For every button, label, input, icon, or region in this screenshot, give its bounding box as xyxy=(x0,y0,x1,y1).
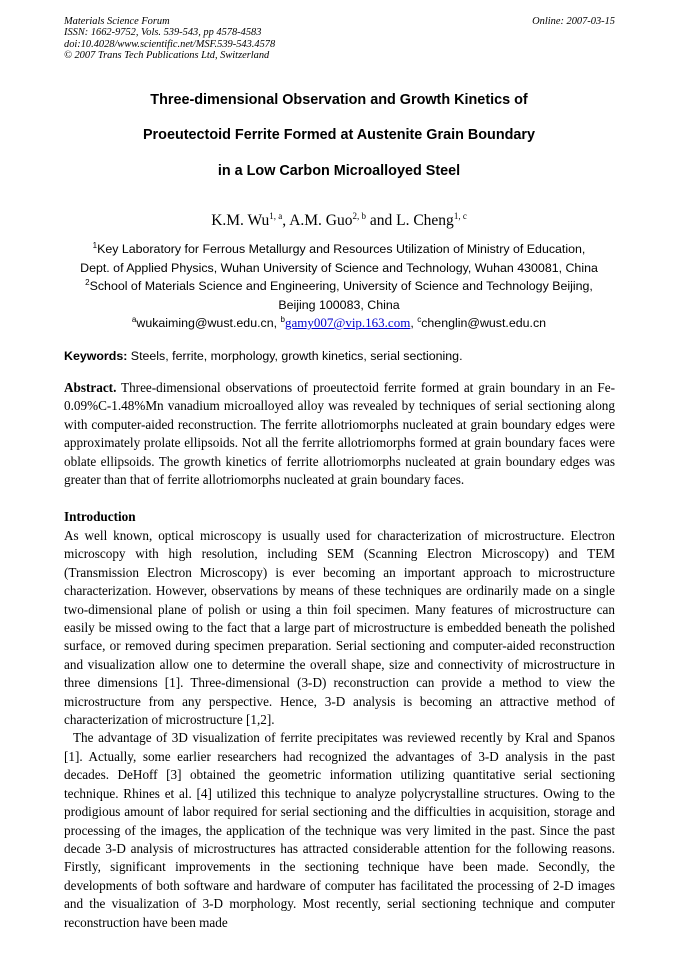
keywords-text: Steels, ferrite, morphology, growth kinetics, serial sectioning. xyxy=(127,349,463,363)
keywords xyxy=(64,349,463,363)
author-affiliation-marker: 1, c xyxy=(453,211,467,221)
author-separator: , xyxy=(282,212,290,229)
email-separator: , xyxy=(410,316,418,330)
author-list xyxy=(0,212,678,230)
paper-title-line-2: Proeutectoid Ferrite Formed at Austenite Grain Boundary xyxy=(142,127,536,143)
affiliation-2-line-2: Beijing 100083, China xyxy=(278,297,400,312)
affiliations xyxy=(0,240,678,333)
affiliation-text: Key Laboratory for Ferrous Metallurgy and Resources Utilization of Ministry of Education, xyxy=(97,242,586,256)
abstract-label: Abstract. xyxy=(64,380,117,395)
author-affiliation-marker: 2, b xyxy=(352,211,366,221)
author-affiliation-marker: 1, a xyxy=(269,211,283,221)
affiliation-1-line-1 xyxy=(0,240,678,259)
affiliation-marker: 2 xyxy=(85,278,90,287)
email-address: chenglin@wust.edu.cn xyxy=(421,316,547,330)
abstract-text: Three-dimensional observations of proeutectoid ferrite formed at grain boundary in an Fe-0.09%C-1.48%Mn vanadium microalloyed alloy was revealed by techniques of serial sectioning along with computer-aided reconstruction. The ferrite allotriomorphs nucleated at grain boundary edges were approximately prolate ellipsoids. Not all the ferrite allotriomorphs formed at grain boundary faces were oblate ellipsoids. The growth kinetics of ferrite allotriomorphs nucleated at grain boundary edges was greater than that of ferrite allotriomorphs nucleated at grain boundary faces. xyxy=(64,380,615,488)
email-marker: b xyxy=(280,315,285,324)
doi-line: doi:10.4028/www.scientific.net/MSF.539-543.4578 xyxy=(64,38,276,50)
email-marker: a xyxy=(131,315,137,324)
paper-title-line-3: in a Low Carbon Microalloyed Steel xyxy=(217,163,461,179)
author-name: K.M. Wu xyxy=(211,212,270,229)
affiliation-marker: 1 xyxy=(92,241,98,250)
author-name: A.M. Guo xyxy=(289,212,353,229)
email-separator: , xyxy=(273,316,281,330)
keywords-label: Keywords: xyxy=(64,349,128,363)
email-address: wukaiming@wust.edu.cn xyxy=(136,316,274,330)
issn-line: ISSN: 1662-9752, Vols. 539-543, pp 4578-4583 xyxy=(64,27,262,39)
abstract xyxy=(64,379,615,489)
author-name: L. Cheng xyxy=(396,212,454,229)
section-heading-introduction: Introduction xyxy=(64,509,136,524)
introduction-paragraph-2: The advantage of 3D visualization of ferrite precipitates was reviewed recently by Kral and Spanos [1]. Actually, some earlier researchers had recognized the advantages of 3-D analysis in the past decades. DeHoff [3] obtained the geometric information utilizing quantitative serial sectioning technique. Rhines et al. [4] utilized this technique to analyze polycrystalline structures. Owing to the prodigious amount of labor required for serial sectioning and the difficulties in acquisition, storage and processing of the images, the application of the technique was very limited in the past. Since the past decade 3-D analysis of microstructures has attracted considerable attention for the following reasons. Firstly, significant improvements in the sectioning technique have been made. Secondly, the developments of both software and hardware of computer has facilitated the processing of 2-D images and the visualization of 3-D morphology. Most recently, serial sectioning technique and computer reconstruction have been made xyxy=(64,730,615,930)
affiliation-2-line-1 xyxy=(0,277,678,296)
online-date: Online: 2007-03-15 xyxy=(532,16,615,27)
email-list xyxy=(0,314,678,333)
paper-title-line-1: Three-dimensional Observation and Growth Kinetics of xyxy=(150,92,528,108)
email-marker: c xyxy=(417,315,422,324)
author-separator: and xyxy=(365,212,397,229)
copyright-line: © 2007 Trans Tech Publications Ltd, Switzerland xyxy=(64,50,270,62)
introduction-paragraph-1: As well known, optical microscopy is usually used for characterization of microstructure. Electron microscopy with high resolution, including SEM (Scanning Electron Microscopy) and TEM (Transmission Electron Microscopy) is ever becoming an important approach to microstructure characterization. However, observations by means of these techniques are ordinarily made on a single two-dimensional plane of polish or using a thin foil specimen. Many features of microstructure can easily be missed owing to the fact that a large part of microstructure is embedded beneath the polished surface, or removed during specimen preparation. Serial sectioning and computer-aided reconstruction and visualization allow one to determine the overall shape, size and connectivity of microstructure in three dimensions [1]. Three-dimensional (3-D) reconstruction can provide a method to view the microstructure from any perspective. Hence, 3-D analysis is becoming an attractive method of characterization of microstructure [1,2]. xyxy=(64,528,615,728)
introduction-body xyxy=(64,527,615,932)
affiliation-text: School of Materials Science and Engineering, University of Science and Technology Beijing, xyxy=(89,279,593,293)
email-link[interactable]: gamy007@vip.163.com xyxy=(284,315,411,330)
journal-name: Materials Science Forum xyxy=(64,16,170,27)
journal-header xyxy=(64,16,275,62)
affiliation-1-line-2: Dept. of Applied Physics, Wuhan University of Science and Technology, Wuhan 430081, China xyxy=(80,260,598,275)
